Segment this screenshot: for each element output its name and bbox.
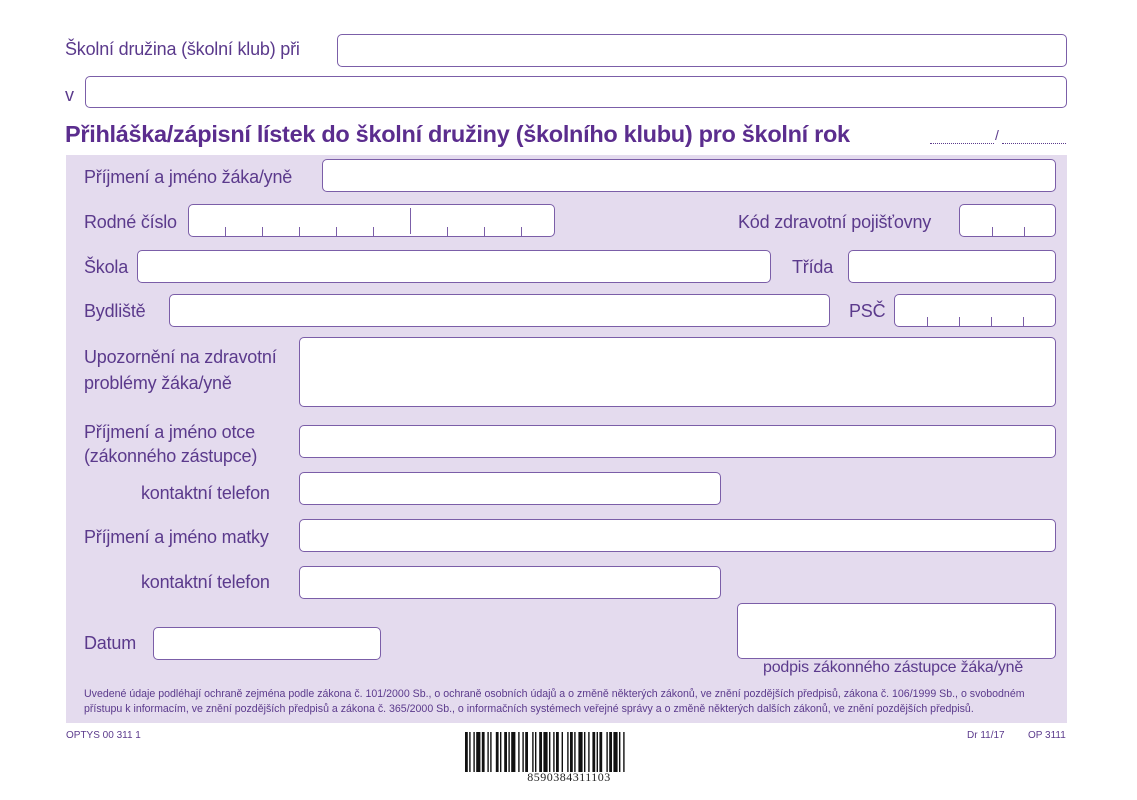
form-code-right: OP 3111 [1028, 730, 1066, 741]
zip-field[interactable] [894, 294, 1056, 327]
form-title: Přihláška/zápisní lístek do školní družiny (školního klubu) pro školní rok [65, 121, 850, 147]
digit-divider [447, 227, 448, 236]
father-phone-field[interactable] [299, 472, 721, 505]
club-label: Školní družina (školní klub) při [65, 39, 300, 59]
city-label: v [65, 85, 74, 105]
signature-field[interactable] [737, 603, 1056, 659]
date-label: Datum [84, 633, 137, 653]
father-phone-label: kontaktní telefon [141, 483, 270, 503]
father-name-field[interactable] [299, 425, 1056, 458]
legal-note: Uvedené údaje podléhají ochraně zejména podle zákona č. 101/2000 Sb., o ochraně osobních údajů a o změně některých zákonů, ve znění pozdějších předpisů, zákona č. 106/1999 Sb., o svobodném přístupu k informacím, ve znění pozdějších předpisů a zákona č. 365/2000 Sb., o informačních systémech veřejné správy a o změně některých dalších zákonů, ve znění pozdějších předpisů. [84, 688, 1025, 715]
school-label: Škola [84, 257, 129, 277]
father-label-line2: (zákonného zástupce) [84, 446, 258, 466]
school-year-start-field[interactable] [930, 129, 994, 144]
digit-divider [262, 227, 263, 236]
digit-divider [225, 227, 226, 236]
insurance-label: Kód zdravotní pojišťovny [738, 212, 932, 232]
insurance-code-field[interactable] [959, 204, 1056, 237]
birth-number-field[interactable] [188, 204, 555, 237]
digit-divider [1023, 317, 1024, 326]
city-field[interactable] [85, 76, 1067, 108]
birth-number-label: Rodné číslo [84, 212, 177, 232]
class-field[interactable] [848, 250, 1056, 283]
digit-divider [991, 317, 992, 326]
digit-divider [1024, 227, 1025, 236]
digit-divider [373, 227, 374, 236]
form-revision: Dr 11/17 [967, 730, 1005, 741]
health-notes-field[interactable] [299, 337, 1056, 407]
school-year-separator: / [995, 127, 999, 143]
father-label-line1: Příjmení a jméno otce [84, 422, 255, 442]
student-name-label: Příjmení a jméno žáka/yně [84, 167, 293, 187]
address-field[interactable] [169, 294, 830, 327]
digit-divider [959, 317, 960, 326]
student-name-field[interactable] [322, 159, 1056, 192]
birth-number-separator [410, 208, 411, 234]
barcode-number: 8590384311103 [527, 770, 611, 784]
mother-name-field[interactable] [299, 519, 1056, 552]
digit-divider [521, 227, 522, 236]
mother-label: Příjmení a jméno matky [84, 527, 269, 547]
health-label-line1: Upozornění na zdravotní [84, 347, 277, 367]
digit-divider [927, 317, 928, 326]
barcode-image [465, 732, 673, 772]
digit-divider [336, 227, 337, 236]
digit-divider [484, 227, 485, 236]
form-code-left: OPTYS 00 311 1 [66, 730, 141, 741]
club-field[interactable] [337, 34, 1067, 67]
digit-divider [299, 227, 300, 236]
address-label: Bydliště [84, 301, 146, 321]
date-field[interactable] [153, 627, 381, 660]
school-field[interactable] [137, 250, 771, 283]
health-label-line2: problémy žáka/yně [84, 373, 232, 393]
school-year-end-field[interactable] [1002, 129, 1066, 144]
class-label: Třída [792, 257, 834, 277]
digit-divider [992, 227, 993, 236]
zip-label: PSČ [849, 301, 886, 321]
signature-label: podpis zákonného zástupce žáka/yně [763, 659, 1024, 676]
mother-phone-label: kontaktní telefon [141, 572, 270, 592]
mother-phone-field[interactable] [299, 566, 721, 599]
